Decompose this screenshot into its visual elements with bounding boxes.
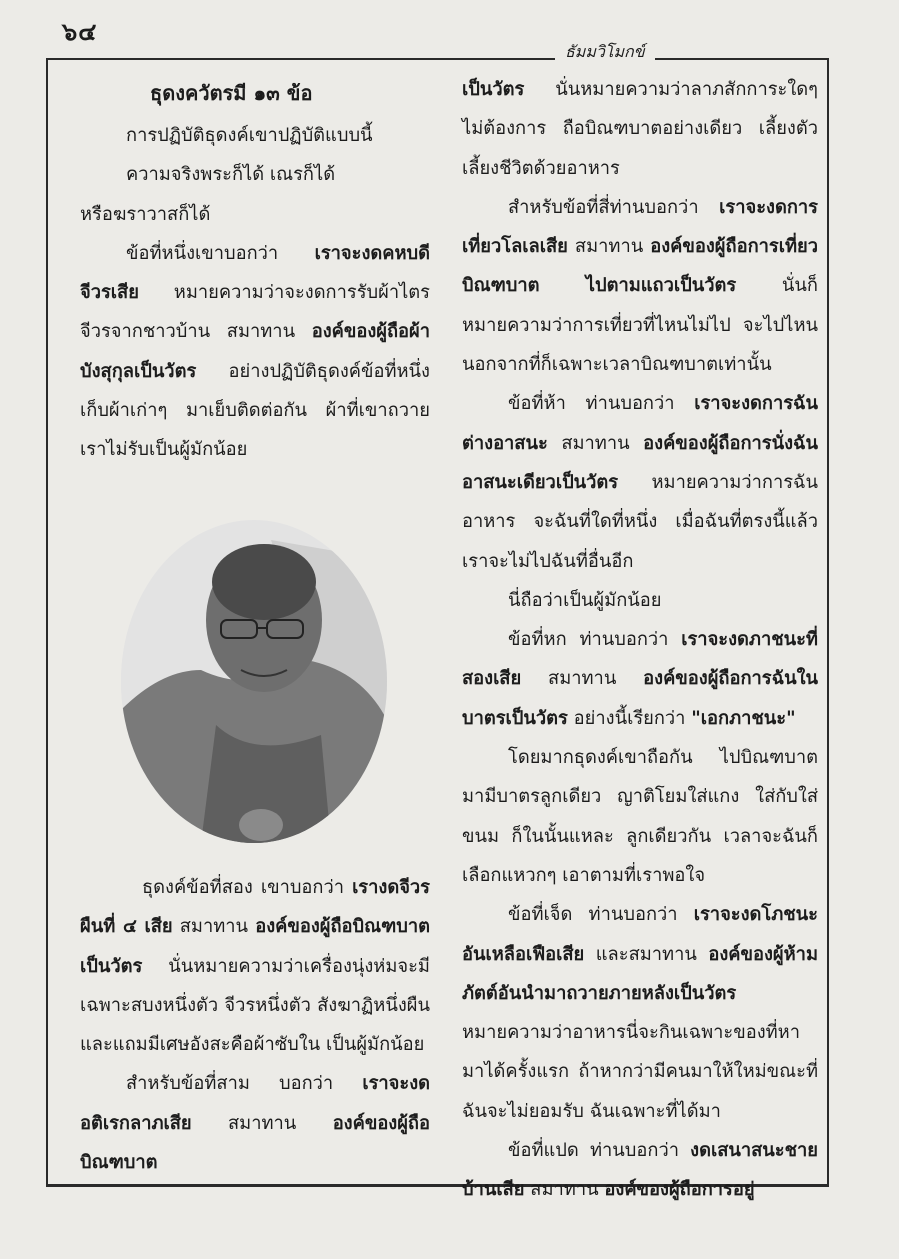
paragraph-rule-6: ข้อที่หก ท่านบอกว่า เราจะงดภาชนะที่สองเสีย สมาทาน องค์ของผู้ถือการฉันในบาตรเป็นวัตร อย่างนี้เรียกว่า "เอกภาชนะ" — [462, 629, 818, 729]
page-number: ๖๔ — [62, 18, 98, 46]
paragraph-rule-1: ข้อที่หนึ่งเขาบอกว่า เราจะงดคหบดีจีวรเสีย หมายความว่าจะงดการรับผ้าไตรจีวรจากชาวบ้าน สมาทาน องค์ของผู้ถือผ้าบังสุกุลเป็นวัตร อย่างปฏิบัติธุดงค์ข้อที่หนึ่ง เก็บผ้าเก่าๆ มาเย็บติดต่อกัน ผ้าที่เขาถวายเราไม่รับเป็นผู้มักน้อย — [80, 242, 430, 461]
intro-line: หรือฆราวาสก็ได้ — [80, 203, 211, 225]
paragraph-rule-2: ธุดงค์ข้อที่สอง เขาบอกว่า เรางดจีวรผืนที่ ๔ เสีย สมาทาน องค์ของผู้ถือบิณฑบาตเป็นวัตร นั่นหมายความว่าเครื่องนุ่งห่มจะมีเฉพาะสบงหนึ่งตัว จีวรหนึ่งตัว สังฆาฏิหนึ่งผืน และแถมมีเศษอังสะคือผ้าซับใน เป็นผู้มักน้อย — [80, 877, 430, 1056]
paragraph-rule-3-cont: เป็นวัตร นั่นหมายความว่าลาภสักการะใดๆ ไม่ต้องการ ถือบิณฑบาตอย่างเดียว เลี้ยงตัวเลี้ยงชีวิตด้วยอาหาร — [462, 79, 818, 179]
running-header: ธัมมวิโมกข์ — [555, 40, 655, 65]
section-heading: ธุดงควัตรมี ๑๓ ข้อ — [150, 81, 313, 105]
left-column — [80, 70, 430, 470]
right-column — [462, 70, 818, 1210]
intro-line: ความจริงพระก็ได้ เณรก็ได้ — [126, 164, 336, 186]
paragraph-rule-5-note: นี่ถือว่าเป็นผู้มักน้อย — [508, 589, 662, 611]
paragraph-rule-8: ข้อที่แปด ท่านบอกว่า งดเสนาสนะชายบ้านเสีย สมาทาน องค์ของผู้ถือการอยู่ — [462, 1140, 818, 1201]
paragraph-rule-4: สำหรับข้อที่สี่ท่านบอกว่า เราจะงดการเที่ยวโลเลเสีย สมาทาน องค์ของผู้ถือการเที่ยวบิณฑบาต ไปตามแถวเป็นวัตร นั่นก็หมายความว่าการเที่ยวที่ไหนไม่ไป จะไปไหนนอกจากที่ก็เฉพาะเวลาบิณฑบาตเท่านั้น — [462, 196, 818, 376]
paragraph-rule-6-note: โดยมากธุดงค์เขาถือกัน ไปบิณฑบาตมามีบาตรลูกเดียว ญาติโยมใส่แกง ใส่กับใส่ขนม ก็ในนั้นแหละ ลูกเดียวกัน เวลาจะฉันก็เลือกแหวกๆ เอาตามที่เราพอใจ — [462, 747, 818, 886]
paragraph-rule-5: ข้อที่ห้า ท่านบอกว่า เราจะงดการฉันต่างอาสนะ สมาทาน องค์ของผู้ถือการนั่งฉันอาสนะเดียวเป็นวัตร หมายความว่าการฉันอาหาร จะฉันที่ใดที่หนึ่ง เมื่อฉันที่ตรงนี้แล้วเราจะไม่ไปฉันที่อื่นอีก — [462, 393, 818, 572]
paragraph-rule-3: สำหรับข้อที่สาม บอกว่า เราจะงดอติเรกลาภเสีย สมาทาน องค์ของผู้ถือบิณฑบาต — [80, 1073, 430, 1174]
monk-portrait-photo — [121, 520, 387, 843]
paragraph-rule-7: ข้อที่เจ็ด ท่านบอกว่า เราจะงดโภชนะอันเหลือเฟือเสีย และสมาทาน องค์ของผู้ห้ามภัตต์อันนำมาถวายภายหลังเป็นวัตร หมายความว่าอาหารนี่จะกินเฉพาะของที่หามาได้ครั้งแรก ถ้าหากว่ามีคนมาให้ใหม่ขณะที่ฉันจะไม่ยอมรับ ฉันเฉพาะที่ได้มา — [462, 904, 818, 1122]
left-column-lower — [80, 868, 430, 1182]
intro-line: การปฏิบัติธุดงค์เขาปฏิบัติแบบนี้ — [126, 125, 373, 146]
